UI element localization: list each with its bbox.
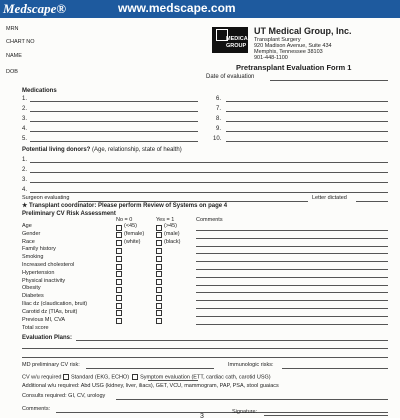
cv-no-checkbox[interactable] [116,256,122,262]
cv-comment-field[interactable] [196,300,388,301]
cv-row-label: Previous MI, CVA [22,316,65,323]
cv-row-label: Smoking [22,254,44,261]
cv-comment-field[interactable] [196,292,388,293]
name-label: NAME [6,53,22,59]
date-of-evaluation-label: Date of evaluation [206,74,255,80]
surgeon-evaluating-field[interactable] [78,201,308,202]
cv-yes-checkbox[interactable] [156,271,162,277]
symptom-evaluation-checkbox[interactable] [132,374,138,380]
site-header [0,0,400,18]
consults-label: Consults required: GI, CV, urology [22,393,106,399]
donor-field-2[interactable] [30,172,388,173]
cv-row-label: Race [22,238,35,245]
med-label-2: 2. [22,106,28,112]
evaluation-plans-title: Evaluation Plans: [22,335,73,341]
cv-no-checkbox[interactable] [116,303,122,309]
cv-yes-checkbox[interactable] [156,248,162,254]
cv-yes-option: (male) [164,230,180,237]
cv-yes-checkbox[interactable] [156,264,162,270]
cv-yes-checkbox[interactable] [156,318,162,324]
med-field-9[interactable] [226,131,388,132]
med-field-3[interactable] [30,121,198,122]
cv-comment-field[interactable] [196,324,388,325]
cv-yes-checkbox[interactable] [156,279,162,285]
cv-row-label: Age [22,223,32,229]
cv-yes-checkbox[interactable] [156,232,162,238]
donor-label-3: 3. [22,177,28,183]
comments-field[interactable] [56,412,388,413]
med-label-8: 8. [216,116,222,122]
donor-label-4: 4. [22,187,28,193]
org-name: UT Medical Group, Inc. [254,26,352,36]
mrn-label: MRN [6,26,19,32]
med-label-10: 10. [213,136,222,142]
cv-comment-field[interactable] [196,246,388,247]
cv-yes-checkbox[interactable] [156,310,162,316]
med-field-4[interactable] [30,131,198,132]
site-url[interactable]: www.medscape.com [118,1,236,15]
evaluation-plans-field-2[interactable] [22,348,388,349]
cv-no-checkbox[interactable] [116,240,122,246]
signature-label: Signature: [232,409,258,415]
med-field-1[interactable] [30,101,198,102]
cv-no-checkbox[interactable] [116,295,122,301]
site-brand[interactable]: Medscape® [3,1,67,16]
med-field-5[interactable] [30,141,198,142]
cv-comment-field[interactable] [196,316,388,317]
cv-yes-option: (>45) [164,223,177,229]
cv-row-label: Hypertension [22,269,55,276]
form-title: Pretransplant Evaluation Form 1 [236,63,352,72]
yes-column-header: Yes = 1 [156,217,175,223]
med-label-5: 5. [22,136,28,142]
donor-field-3[interactable] [30,182,388,183]
cv-no-option: (white) [124,238,141,245]
evaluation-plans-field-3[interactable] [22,357,388,358]
cv-row-label: Family history [22,246,56,253]
med-field-7[interactable] [226,111,388,112]
consults-field[interactable] [116,399,388,400]
cv-row-label: Increased cholesterol [22,262,75,268]
med-field-2[interactable] [30,111,198,112]
cv-comment-field[interactable] [196,230,388,231]
med-label-1: 1. [22,96,28,102]
cv-comment-field[interactable] [196,277,388,278]
cv-yes-checkbox[interactable] [156,240,162,246]
cv-workup-gap-line [148,380,198,381]
cv-comment-field[interactable] [196,261,388,262]
org-address-1: 920 Madison Avenue, Suite 434 [254,43,332,49]
cv-no-checkbox[interactable] [116,287,122,293]
form-page [0,18,400,418]
cv-row-label: Gender [22,230,41,237]
cv-no-checkbox[interactable] [116,225,122,231]
cv-no-checkbox[interactable] [116,310,122,316]
cv-comment-field[interactable] [196,308,388,309]
med-label-7: 7. [216,106,222,112]
cv-row-label: Iliac dz (claudication, bruit) [22,301,88,307]
cv-yes-checkbox[interactable] [156,225,162,231]
cv-yes-checkbox[interactable] [156,256,162,262]
med-label-9: 9. [216,126,222,132]
cv-comment-field[interactable] [196,285,388,286]
cv-no-option: (<45) [124,223,137,229]
cv-no-checkbox[interactable] [116,248,122,254]
no-column-header: No = 0 [116,217,133,223]
comments-label: Comments: [22,406,51,412]
cv-row-label: Diabetes [22,293,44,300]
med-label-3: 3. [22,116,28,122]
cv-no-checkbox[interactable] [116,271,122,277]
letter-dictated-label: Letter dictated [312,195,347,201]
cv-row-label: Physical inactivity [22,277,66,284]
donor-label-1: 1. [22,157,28,163]
cv-no-checkbox[interactable] [116,279,122,285]
ut-medical-group-logo: MEDICAL GROUP [212,27,248,53]
signature-field[interactable] [264,415,388,416]
md-cv-risk-label: MD preliminary CV risk: [22,362,80,368]
cv-no-checkbox[interactable] [116,318,122,324]
org-dept: Transplant Surgery [254,37,301,43]
cv-workup-standard-checkbox[interactable] [63,374,69,380]
med-field-10[interactable] [226,141,388,142]
md-cv-risk-field[interactable] [86,368,214,369]
coordinator-note: ★ Transplant coordinator: Please perform Review of Systems on page 4 [22,203,228,209]
cv-no-option: (female) [124,230,145,237]
med-field-6[interactable] [226,101,388,102]
surgeon-evaluating-label: Surgeon evaluating [22,195,70,201]
dob-label: DOB [6,69,18,75]
cv-yes-checkbox[interactable] [156,303,162,309]
med-field-8[interactable] [226,121,388,122]
additional-workup-label: Additional w/u required: Abd USG (kidney, liver, iliacs), GET, VCU, mammogram, PAP, PSA, stool guaiacs [22,383,279,389]
evaluation-plans-field-1[interactable] [76,340,388,341]
letter-dictated-field[interactable] [356,201,388,202]
donor-field-1[interactable] [30,162,388,163]
cv-comment-field[interactable] [196,238,388,239]
cv-risk-title: Preliminary CV Risk Assessment [22,211,116,217]
cv-no-checkbox[interactable] [116,264,122,270]
immunologic-risks-field[interactable] [282,368,388,369]
chart-no-label: CHART NO [6,39,35,45]
cv-no-checkbox[interactable] [116,232,122,238]
cv-comment-field[interactable] [196,269,388,270]
donor-label-2: 2. [22,167,28,173]
cv-row-label: Obesity [22,285,41,292]
org-phone: 901-448-1100 [254,55,288,61]
cv-yes-option: (black) [164,238,181,245]
medications-title: Medications [22,88,57,94]
cv-workup-row: CV w/u required Standard (EKG, ECHO) Symptom evaluation (ETT, cardiac cath, carotid USG) [22,374,271,381]
org-address-2: Memphis, Tennessee 38103 [254,49,323,55]
med-label-4: 4. [22,126,28,132]
med-label-6: 6. [216,96,222,102]
cv-comment-field[interactable] [196,253,388,254]
comments-column-header: Comments [196,217,223,223]
cv-yes-checkbox[interactable] [156,295,162,301]
date-of-evaluation-field[interactable] [270,80,388,81]
cv-row-label: Carotid dz (TIAs, bruit) [22,308,78,315]
total-score-label: Total score [22,325,49,331]
page-number: 3 [200,413,204,420]
cv-yes-checkbox[interactable] [156,287,162,293]
potential-donors-heading: Potential living donors? (Age, relationship, state of health) [22,147,182,153]
donor-field-4[interactable] [30,192,388,193]
immunologic-risks-label: Immunologic risks: [228,362,274,368]
